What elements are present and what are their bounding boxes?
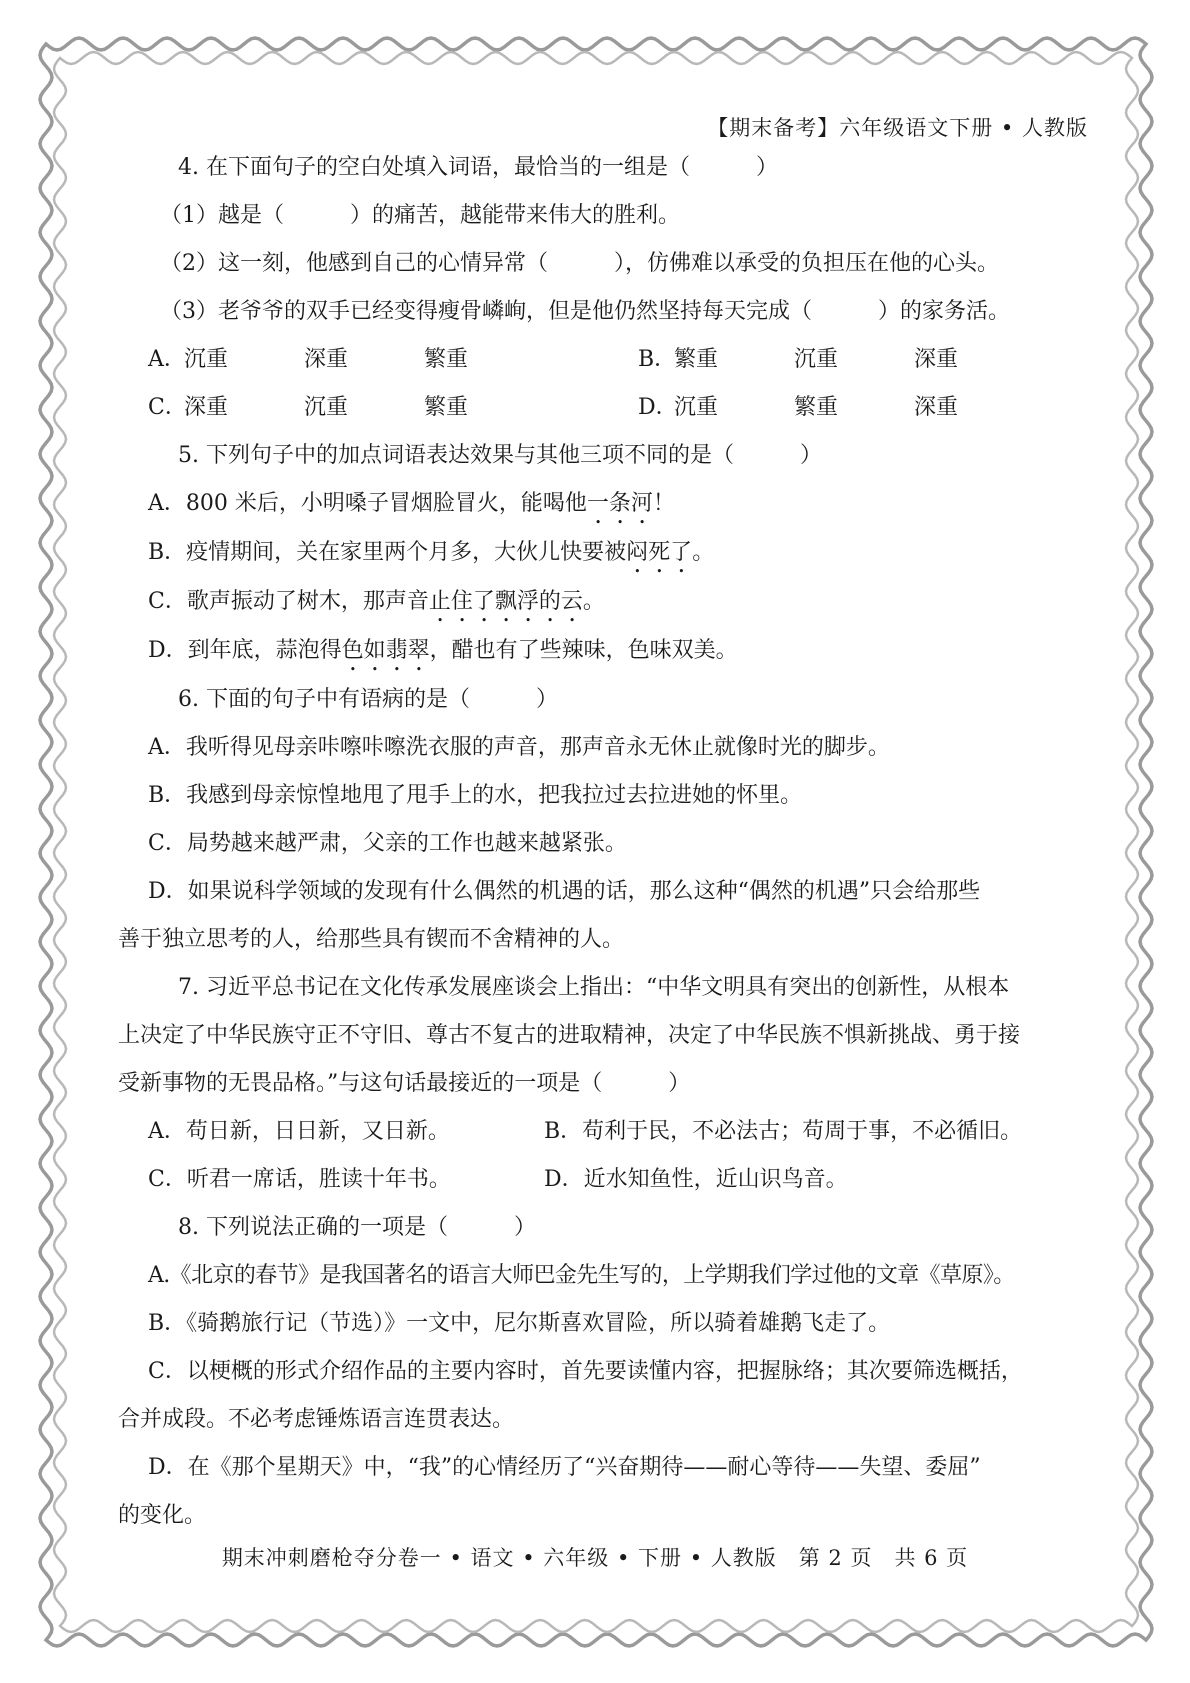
question-8-option-c[interactable]: C．以梗概的形式介绍作品的主要内容时，首先要读懂内容，把握脉络；其次要筛选概括，	[148, 1359, 1023, 1384]
page-footer: 期末冲刺磨枪夺分卷一 • 语文 • 六年级 • 下册 • 人教版 第 2 页 共 6 页	[221, 1546, 969, 1570]
question-4-options-row-2	[148, 384, 1088, 432]
question-6-stem: 6. 下面的句子中有语病的是（ ）	[178, 687, 558, 712]
question-7-option-d[interactable]: D．近水知鱼性，近山识鸟音。	[544, 1167, 848, 1192]
question-7-stem-line-2: 上决定了中华民族守正不守旧、尊古不复古的进取精神，决定了中华民族不惧新挑战、勇于接	[118, 1023, 1021, 1048]
question-4-options-row-1	[148, 336, 1088, 384]
question-4-stem: 4. 在下面句子的空白处填入词语，最恰当的一组是（ ）	[178, 155, 778, 180]
question-4-sentence-2: （2）这一刻，他感到自己的心情异常（ ），仿佛难以承受的负担压在他的心头。	[160, 251, 999, 276]
question-5-option-a[interactable]: A．800 米后，小明嗓子冒烟脸冒火，能喝他一条河！	[148, 491, 675, 516]
question-7-option-a[interactable]: A．苟日新，日日新，又日新。	[148, 1119, 450, 1144]
question-6-option-b[interactable]: B．我感到母亲惊惶地甩了甩手上的水，把我拉过去拉进她的怀里。	[148, 783, 803, 808]
question-8-option-d-continued: 的变化。	[118, 1503, 207, 1528]
question-5-stem: 5. 下列句子中的加点词语表达效果与其他三项不同的是（ ）	[178, 443, 822, 468]
dotted-emphasis-word: 闷死了	[626, 540, 693, 565]
dotted-emphasis-word: 一条河	[586, 491, 653, 516]
question-8-stem: 8. 下列说法正确的一项是（ ）	[178, 1215, 536, 1240]
question-content	[118, 144, 1088, 1540]
question-7-stem: 7. 习近平总书记在文化传承发展座谈会上指出：“中华文明具有突出的创新性，从根本	[178, 975, 1010, 1000]
question-8-option-a[interactable]: A.《北京的春节》是我国著名的语言大师巴金先生写的，上学期我们学过他的文章《草原》。	[148, 1263, 1015, 1288]
question-4-option-b[interactable]: B． 繁重 沉重 深重	[638, 347, 959, 372]
question-7-option-b[interactable]: B．苟利于民，不必法古；苟周于事，不必循旧。	[544, 1119, 1023, 1144]
dotted-emphasis-word: 色如翡翠	[341, 638, 430, 663]
dotted-emphasis-word: 止住了飘浮的云	[428, 589, 583, 614]
question-4-option-a[interactable]: A． 沉重 深重 繁重	[148, 347, 469, 372]
question-4-sentence-1: （1）越是（ ）的痛苦，越能带来伟大的胜利。	[160, 203, 680, 228]
question-6-option-d-continued: 善于独立思考的人，给那些具有锲而不舍精神的人。	[118, 927, 625, 952]
question-7-options-row-1	[148, 1108, 1088, 1156]
question-5-option-c[interactable]: C．歌声振动了树木，那声音止住了飘浮的云。	[148, 589, 605, 614]
question-5-option-d[interactable]: D．到年底，蒜泡得色如翡翠，醋也有了些辣味，色味双美。	[148, 638, 738, 663]
question-7-option-c[interactable]: C．听君一席话，胜读十年书。	[148, 1167, 451, 1192]
question-4-sentence-3: （3）老爷爷的双手已经变得瘦骨嶙峋，但是他仍然坚持每天完成（ ）的家务活。	[160, 299, 1010, 324]
question-7-stem-line-3: 受新事物的无畏品格。”与这句话最接近的一项是（ ）	[118, 1071, 691, 1096]
question-8-option-b[interactable]: B．《骑鹅旅行记（节选）》一文中，尼尔斯喜欢冒险，所以骑着雄鹅飞走了。	[148, 1311, 891, 1336]
question-8-option-c-continued: 合并成段。不必考虑锤炼语言连贯表达。	[118, 1407, 515, 1432]
question-4-option-c[interactable]: C． 深重 沉重 繁重	[148, 395, 469, 420]
question-6-option-a[interactable]: A．我听得见母亲咔嚓咔嚓洗衣服的声音，那声音永无休止就像时光的脚步。	[148, 735, 890, 760]
question-6-option-c[interactable]: C．局势越来越严肃，父亲的工作也越来越紧张。	[148, 831, 627, 856]
question-5-option-b[interactable]: B．疫情期间，关在家里两个月多，大伙儿快要被闷死了。	[148, 540, 715, 565]
question-8-option-d[interactable]: D．在《那个星期天》中，“我”的心情经历了“兴奋期待——耐心等待——失望、委屈”	[148, 1455, 981, 1480]
question-6-option-d[interactable]: D．如果说科学领域的发现有什么偶然的机遇的话，那么这种“偶然的机遇”只会给那些	[148, 879, 981, 904]
question-7-options-row-2	[148, 1156, 1088, 1204]
question-4-option-d[interactable]: D． 沉重 繁重 深重	[638, 395, 959, 420]
page-header: 【期末备考】六年级语文下册 • 人教版	[707, 116, 1088, 140]
